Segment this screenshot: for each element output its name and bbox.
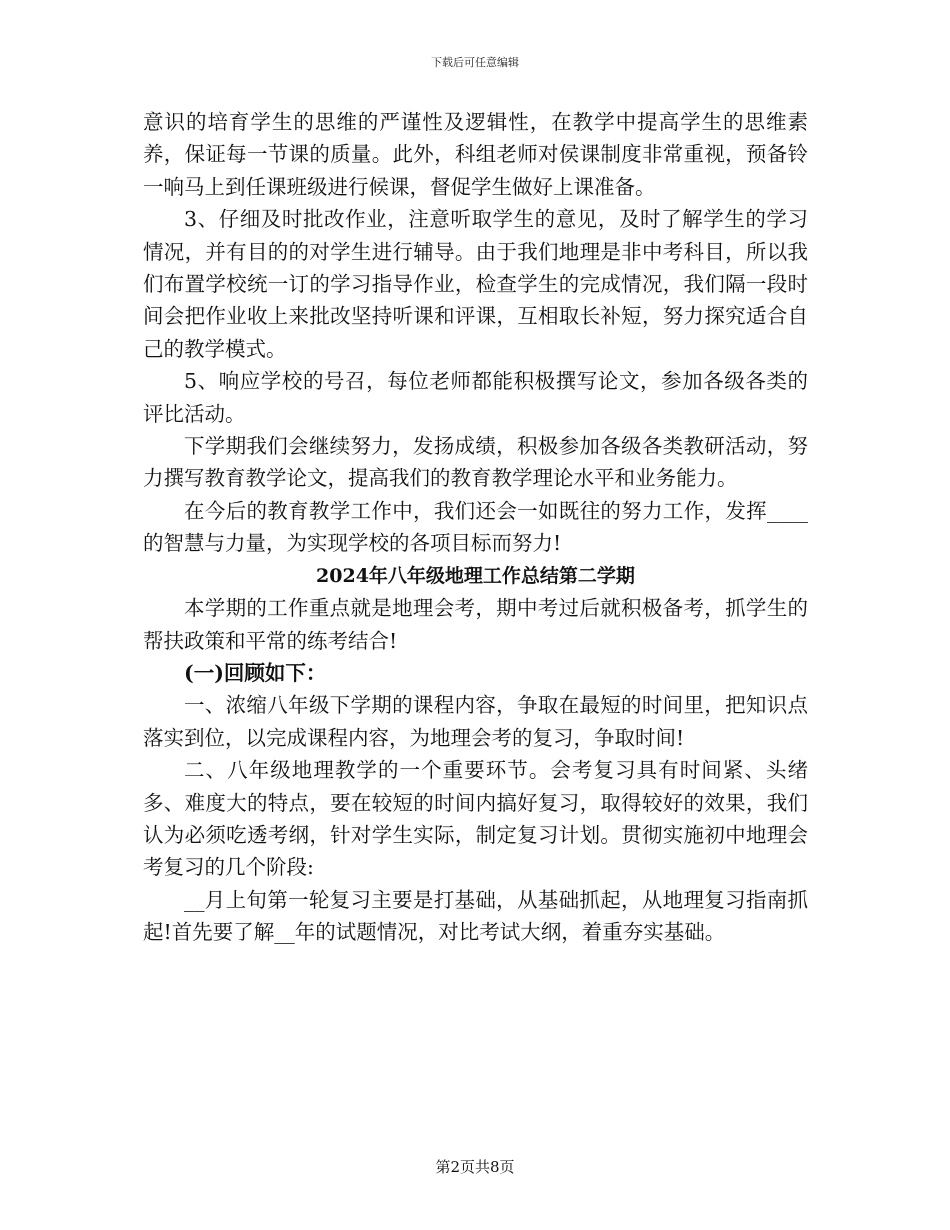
paragraph: 下学期我们会继续努力，发扬成绩，积极参加各级各类教研活动，努力撰写教育教学论文，提高我们的教育教学理论水平和业务能力。 (143, 434, 808, 491)
paragraph: __月上旬第一轮复习主要是打基础，从基础抓起，从地理复习指南抓起!首先要了解__年的试题情况，对比考试大纲，着重夯实基础。 (143, 887, 808, 945)
page-footer: 第2页共8页 (435, 1158, 515, 1176)
document-body (143, 106, 808, 949)
paragraph: 5、响应学校的号召，每位老师都能积极撰写论文，参加各级各类的评比活动。 (143, 369, 808, 426)
paragraph: 3、仔细及时批改作业，注意听取学生的意见，及时了解学生的学习情况，并有目的的对学生进行辅导。由于我们地理是非中考科目，所以我们布置学校统一订的学习指导作业，检查学生的完成情况，我们隔一段时间会把作业收上来批改坚持听课和评课，互相取长补短，努力探究适合自己的教学模式。 (143, 207, 808, 361)
paragraph: 本学期的工作重点就是地理会考，期中考过后就积极备考，抓学生的帮扶政策和平常的练考结合! (143, 596, 808, 653)
section-title: 2024年八年级地理工作总结第二学期 (316, 564, 635, 587)
paragraph: 二、八年级地理教学的一个重要环节。会考复习具有时间紧、头绪多、难度大的特点，要在较短的时间内搞好复习，取得较好的效果，我们认为必须吃透考纲，针对学生实际，制定复习计划。贯彻实施初中地理会考复习的几个阶段: (143, 758, 808, 880)
subheading: (一)回顾如下： (184, 660, 327, 685)
paragraph: 在今后的教育教学工作中，我们还会一如既往的努力工作，发挥____的智慧与力量，为实现学校的各项目标而努力! (143, 498, 808, 556)
page-header: 下载后可任意编辑 (431, 56, 519, 69)
paragraph: 一、浓缩八年级下学期的课程内容，争取在最短的时间里，把知识点落实到位，以完成课程内容，为地理会考的复习，争取时间! (143, 693, 808, 750)
paragraph-continuation: 意识的培育学生的思维的严谨性及逻辑性，在教学中提高学生的思维素养，保证每一节课的质量。此外，科组老师对侯课制度非常重视，预备铃一响马上到任课班级进行候课，督促学生做好上课准备。 (143, 110, 808, 199)
